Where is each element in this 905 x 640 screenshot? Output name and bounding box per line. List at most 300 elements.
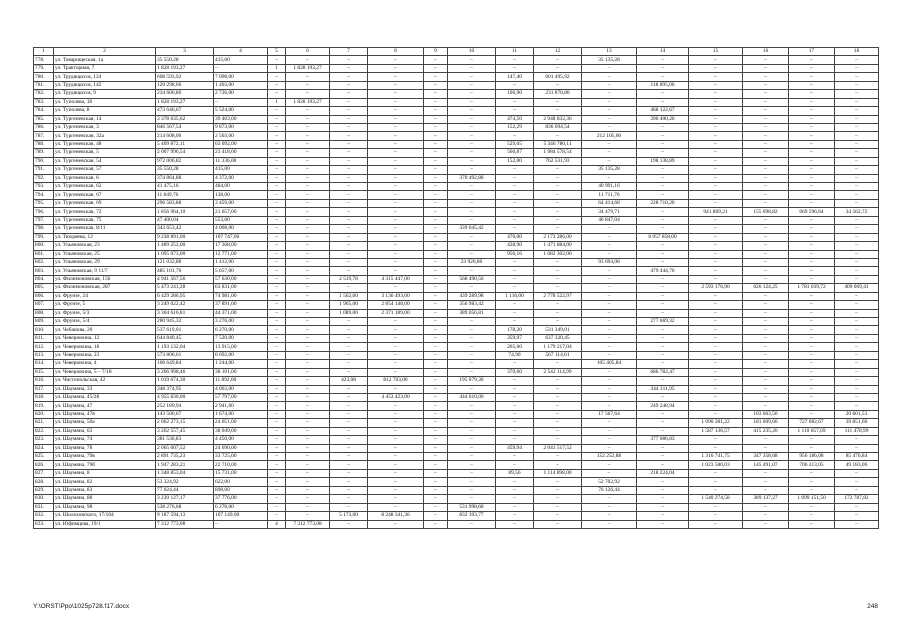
table-cell: – xyxy=(743,157,789,165)
table-cell: ул. Тургеневская, 72 xyxy=(54,208,156,216)
table-cell: – xyxy=(496,183,534,191)
table-cell: – xyxy=(582,351,637,359)
table-cell: – xyxy=(689,56,743,64)
table-cell: – xyxy=(743,56,789,64)
table-cell: – xyxy=(448,98,496,106)
table-cell: – xyxy=(268,292,286,300)
table-cell: 644 840,45 xyxy=(156,334,214,342)
table-cell: – xyxy=(268,461,286,469)
table-cell: – xyxy=(448,242,496,250)
table-cell: 2 062 273,15 xyxy=(156,419,214,427)
table-cell: 4 450,00 xyxy=(214,436,268,444)
table-cell: 9 873,00 xyxy=(214,123,268,131)
table-cell: – xyxy=(789,242,835,250)
table-cell: 819. xyxy=(34,402,54,410)
table-cell: – xyxy=(268,368,286,376)
table-cell: – xyxy=(743,503,789,511)
table-cell: – xyxy=(448,478,496,486)
table-cell: – xyxy=(330,343,368,351)
table-cell: – xyxy=(835,351,879,359)
table-cell: – xyxy=(689,292,743,300)
table-cell: – xyxy=(368,453,424,461)
table-cell: – xyxy=(424,157,448,165)
table-row xyxy=(34,453,879,461)
table-cell: – xyxy=(835,520,879,528)
table-cell: – xyxy=(534,56,582,64)
table-cell: – xyxy=(448,208,496,216)
table-cell: 2 041 517,52 xyxy=(534,444,582,452)
table-cell: – xyxy=(268,174,286,182)
table-cell: – xyxy=(789,275,835,283)
table-cell: – xyxy=(286,377,330,385)
table-cell: – xyxy=(743,166,789,174)
table-cell: – xyxy=(330,250,368,258)
table-cell: – xyxy=(689,402,743,410)
table-cell: – xyxy=(835,377,879,385)
table-cell: – xyxy=(743,199,789,207)
table-cell: – xyxy=(534,132,582,140)
table-cell: – xyxy=(534,360,582,368)
table-cell: – xyxy=(789,267,835,275)
table-cell: – xyxy=(330,216,368,224)
table-cell: – xyxy=(689,157,743,165)
table-cell: – xyxy=(582,73,637,81)
table-cell: – xyxy=(637,216,689,224)
table-cell: 798. xyxy=(34,225,54,233)
table-row xyxy=(34,377,879,385)
table-cell: 795. xyxy=(34,199,54,207)
table-cell: – xyxy=(637,461,689,469)
table-cell: 47 400,04 xyxy=(156,216,214,224)
table-cell: – xyxy=(368,140,424,148)
table-cell: 428,90 xyxy=(496,242,534,250)
table-cell: – xyxy=(330,393,368,401)
table-cell: 359,97 xyxy=(496,334,534,342)
table-cell: 727 082,67 xyxy=(789,419,835,427)
table-cell: – xyxy=(743,377,789,385)
table-cell: – xyxy=(689,486,743,494)
table-cell: – xyxy=(424,461,448,469)
column-header: 2 xyxy=(54,48,156,56)
table-cell: – xyxy=(534,478,582,486)
table-cell: – xyxy=(743,98,789,106)
table-cell: – xyxy=(424,520,448,528)
table-row xyxy=(34,351,879,359)
table-cell: – xyxy=(637,520,689,528)
table-cell: – xyxy=(496,360,534,368)
table-cell: – xyxy=(268,149,286,157)
table-cell: 832. xyxy=(34,512,54,520)
table-cell: 2 891 735,23 xyxy=(156,453,214,461)
table-cell: – xyxy=(448,81,496,89)
table-cell: ул. Шаумяна, 79б xyxy=(54,461,156,469)
table-cell: – xyxy=(286,461,330,469)
table-cell: – xyxy=(582,326,637,334)
table-cell: 791. xyxy=(34,166,54,174)
table-cell: – xyxy=(835,166,879,174)
table-cell: – xyxy=(582,242,637,250)
table-cell: ул. Филимоновская, 156 xyxy=(54,275,156,283)
table-cell: – xyxy=(637,334,689,342)
table-cell: 1 947 283,21 xyxy=(156,461,214,469)
table-cell: – xyxy=(448,56,496,64)
table-cell: 669 596,64 xyxy=(789,208,835,216)
table-cell: – xyxy=(835,250,879,258)
table-cell: – xyxy=(448,284,496,292)
table-cell: 567 114,61 xyxy=(534,351,582,359)
table-cell: – xyxy=(689,107,743,115)
table-cell: 531 998,68 xyxy=(448,503,496,511)
table-cell: ул. Шаумяна, 79в xyxy=(54,453,156,461)
table-cell: 560,87 xyxy=(496,149,534,157)
table-cell: – xyxy=(835,334,879,342)
table-cell: – xyxy=(835,174,879,182)
table-cell: – xyxy=(330,368,368,376)
table-cell: 178,20 xyxy=(496,326,534,334)
table-cell: – xyxy=(743,73,789,81)
table-cell: – xyxy=(835,436,879,444)
table-cell: – xyxy=(789,503,835,511)
table-cell: – xyxy=(286,419,330,427)
table-cell: 415,00 xyxy=(214,56,268,64)
table-row xyxy=(34,242,879,250)
table-cell: 816. xyxy=(34,377,54,385)
table-cell: – xyxy=(743,444,789,452)
table-cell: – xyxy=(637,512,689,520)
table-cell: – xyxy=(286,123,330,131)
table-cell: 172 787,82 xyxy=(835,495,879,503)
table-cell: – xyxy=(637,301,689,309)
table-cell: – xyxy=(689,326,743,334)
table-cell: – xyxy=(286,258,330,266)
table-cell: – xyxy=(368,208,424,216)
table-cell: 792. xyxy=(34,174,54,182)
table-cell: – xyxy=(582,343,637,351)
table-cell: – xyxy=(534,267,582,275)
table-cell: – xyxy=(582,140,637,148)
table-cell: – xyxy=(789,216,835,224)
table-cell: 6 957 858,00 xyxy=(637,233,689,241)
table-cell: – xyxy=(268,478,286,486)
table-cell: – xyxy=(424,419,448,427)
table-cell: – xyxy=(835,368,879,376)
table-cell: – xyxy=(286,351,330,359)
table-row xyxy=(34,90,879,98)
table-row xyxy=(34,166,879,174)
table-cell: – xyxy=(330,242,368,250)
table-cell: – xyxy=(268,166,286,174)
table-cell: – xyxy=(637,503,689,511)
table-cell: ул. Чебанова, 20 xyxy=(54,326,156,334)
table-cell: 2 941,00 xyxy=(214,402,268,410)
table-cell: ул. Ульяновская, 23 xyxy=(54,242,156,250)
table-cell: 195 079,30 xyxy=(448,377,496,385)
table-cell: – xyxy=(268,334,286,342)
table-cell: 2 173 286,00 xyxy=(534,233,582,241)
table-cell: – xyxy=(330,183,368,191)
table-cell: – xyxy=(286,368,330,376)
table-cell: – xyxy=(286,512,330,520)
table-cell: – xyxy=(534,199,582,207)
table-cell: – xyxy=(330,258,368,266)
table-cell: – xyxy=(496,56,534,64)
table-cell: – xyxy=(835,267,879,275)
table-cell: – xyxy=(789,56,835,64)
table-cell: – xyxy=(268,385,286,393)
table-cell: – xyxy=(789,326,835,334)
table-cell: – xyxy=(789,360,835,368)
table-cell: 74,90 xyxy=(496,351,534,359)
table-cell: – xyxy=(689,318,743,326)
table-cell: 218 224,04 xyxy=(637,469,689,477)
table-cell: – xyxy=(689,98,743,106)
table-cell: 234 606,80 xyxy=(156,90,214,98)
table-cell: – xyxy=(689,368,743,376)
table-cell: – xyxy=(689,351,743,359)
table-cell: – xyxy=(637,191,689,199)
table-cell: – xyxy=(214,64,268,72)
table-cell: 1 090 281,22 xyxy=(689,419,743,427)
table-cell: – xyxy=(582,115,637,123)
table-cell: – xyxy=(689,503,743,511)
table-cell: 805. xyxy=(34,284,54,292)
table-cell: 1 781 039,72 xyxy=(789,284,835,292)
table-row xyxy=(34,225,879,233)
table-cell: – xyxy=(268,250,286,258)
table-cell: – xyxy=(496,309,534,317)
table-cell: 2 065 607,52 xyxy=(156,444,214,452)
table-cell: – xyxy=(368,157,424,165)
table-cell: – xyxy=(637,183,689,191)
table-cell: 6 278,00 xyxy=(214,503,268,511)
table-cell: – xyxy=(743,191,789,199)
table-cell: – xyxy=(689,343,743,351)
table-cell: 1 xyxy=(268,64,286,72)
table-cell: – xyxy=(743,520,789,528)
table-row xyxy=(34,461,879,469)
table-cell: – xyxy=(689,301,743,309)
table-cell: ул. Тургеневская, 57 xyxy=(54,166,156,174)
table-cell: – xyxy=(286,183,330,191)
table-cell: ул. Шаумяна, 63 xyxy=(54,427,156,435)
table-cell: – xyxy=(268,242,286,250)
table-cell: – xyxy=(496,107,534,115)
table-cell: ул. Шаумяна, 88 xyxy=(54,495,156,503)
table-cell: – xyxy=(368,318,424,326)
table-cell: – xyxy=(368,258,424,266)
table-cell: – xyxy=(286,453,330,461)
table-cell: – xyxy=(835,242,879,250)
table-cell: – xyxy=(534,183,582,191)
table-cell: ул. Шаумяна, 74 xyxy=(54,436,156,444)
table-cell: 76 126,44 xyxy=(582,486,637,494)
table-cell: – xyxy=(689,410,743,418)
table-cell: ул. Фрунзе, 5/4 xyxy=(54,318,156,326)
table-cell: 784. xyxy=(34,107,54,115)
table-cell: – xyxy=(534,419,582,427)
table-cell: – xyxy=(689,242,743,250)
table-cell: – xyxy=(424,360,448,368)
table-row xyxy=(34,267,879,275)
table-cell: 252 189,94 xyxy=(156,402,214,410)
table-cell: – xyxy=(448,343,496,351)
table-cell: – xyxy=(835,183,879,191)
table-cell: – xyxy=(268,419,286,427)
table-cell: – xyxy=(689,275,743,283)
table-cell: 799. xyxy=(34,233,54,241)
table-cell: ул. Тракторная, 7 xyxy=(54,64,156,72)
table-cell: – xyxy=(286,233,330,241)
table-cell: – xyxy=(286,140,330,148)
table-cell: 3 136 493,00 xyxy=(368,292,424,300)
table-cell: – xyxy=(835,149,879,157)
table-cell: – xyxy=(286,410,330,418)
table-cell: ул. Тургеневская, 75 xyxy=(54,216,156,224)
column-header: 7 xyxy=(330,48,368,56)
table-cell: 2 854 148,00 xyxy=(368,301,424,309)
table-cell: 1 587 136,57 xyxy=(689,427,743,435)
table-cell: – xyxy=(582,495,637,503)
table-cell: – xyxy=(534,427,582,435)
table-cell: 2 371 189,00 xyxy=(368,309,424,317)
table-cell: – xyxy=(368,174,424,182)
table-cell: 2 736,00 xyxy=(214,90,268,98)
table-cell: – xyxy=(743,436,789,444)
table-cell: 356 983,42 xyxy=(448,301,496,309)
table-cell: – xyxy=(637,132,689,140)
column-header: 15 xyxy=(689,48,743,56)
table-cell: – xyxy=(743,250,789,258)
table-row xyxy=(34,174,879,182)
table-cell: – xyxy=(368,166,424,174)
table-cell: – xyxy=(424,107,448,115)
table-cell: – xyxy=(424,250,448,258)
table-cell: – xyxy=(424,90,448,98)
table-cell: – xyxy=(268,56,286,64)
table-cell: – xyxy=(424,64,448,72)
table-row xyxy=(34,233,879,241)
table-cell: 808. xyxy=(34,309,54,317)
table-cell: – xyxy=(689,115,743,123)
table-cell: – xyxy=(268,309,286,317)
table-cell: – xyxy=(448,199,496,207)
table-cell: – xyxy=(330,503,368,511)
table-cell: – xyxy=(582,444,637,452)
table-cell: 15 731,00 xyxy=(214,469,268,477)
table-cell: 1 828 193,27 xyxy=(286,98,330,106)
table-cell: 811. xyxy=(34,334,54,342)
table-cell: – xyxy=(268,301,286,309)
table-row xyxy=(34,318,879,326)
table-cell: – xyxy=(637,292,689,300)
table-cell: 806. xyxy=(34,292,54,300)
table-cell: – xyxy=(743,267,789,275)
table-cell: – xyxy=(368,267,424,275)
table-cell: – xyxy=(637,495,689,503)
table-cell: – xyxy=(268,453,286,461)
table-cell: – xyxy=(789,233,835,241)
table-cell: – xyxy=(286,436,330,444)
table-cell: – xyxy=(835,393,879,401)
table-cell: – xyxy=(368,469,424,477)
table-cell: – xyxy=(424,166,448,174)
table-cell: 3 378 635,62 xyxy=(156,115,214,123)
table-cell: – xyxy=(534,258,582,266)
table-cell: – xyxy=(268,393,286,401)
table-cell: 38 049,00 xyxy=(214,427,268,435)
table-cell: – xyxy=(368,495,424,503)
table-cell: – xyxy=(368,360,424,368)
table-cell: – xyxy=(368,461,424,469)
column-header: 18 xyxy=(835,48,879,56)
table-cell: 1 828 193,27 xyxy=(286,64,330,72)
table-cell: 782. xyxy=(34,90,54,98)
table-cell: – xyxy=(534,385,582,393)
table-cell: 3 239 127,17 xyxy=(156,495,214,503)
table-cell: – xyxy=(286,157,330,165)
table-cell: 825. xyxy=(34,453,54,461)
table-cell: – xyxy=(789,301,835,309)
table-cell: – xyxy=(448,183,496,191)
table-row xyxy=(34,191,879,199)
table-cell: – xyxy=(637,275,689,283)
table-cell: – xyxy=(496,81,534,89)
table-cell: 63 831,00 xyxy=(214,284,268,292)
table-cell: ул. Ульяновская, 29 xyxy=(54,258,156,266)
table-cell: – xyxy=(330,233,368,241)
table-row xyxy=(34,495,879,503)
table-cell: – xyxy=(368,427,424,435)
table-cell: – xyxy=(582,436,637,444)
column-header: 14 xyxy=(637,48,689,56)
table-row xyxy=(34,326,879,334)
table-cell: – xyxy=(689,166,743,174)
table-cell: – xyxy=(368,81,424,89)
table-cell: – xyxy=(448,368,496,376)
table-cell: 344 311,95 xyxy=(637,385,689,393)
table-cell: – xyxy=(496,453,534,461)
table-cell: 64 414,68 xyxy=(582,199,637,207)
table-cell: 152,00 xyxy=(496,157,534,165)
table-cell: – xyxy=(534,318,582,326)
table-row xyxy=(34,98,879,106)
table-cell: 537 619,01 xyxy=(156,326,214,334)
table-cell: ул. Шаумяна, 82 xyxy=(54,478,156,486)
table-cell: – xyxy=(689,174,743,182)
table-row xyxy=(34,343,879,351)
table-cell: 1 965,00 xyxy=(330,301,368,309)
table-cell: – xyxy=(534,377,582,385)
table-cell: ул. Чеверюкина, 23 xyxy=(54,351,156,359)
table-cell: – xyxy=(582,393,637,401)
table-cell: – xyxy=(424,444,448,452)
table-cell: – xyxy=(448,115,496,123)
table-cell: 53 324,92 xyxy=(156,478,214,486)
table-row xyxy=(34,334,879,342)
table-cell: – xyxy=(268,216,286,224)
table-cell: – xyxy=(424,351,448,359)
table-cell: – xyxy=(689,258,743,266)
table-cell: – xyxy=(268,351,286,359)
table-cell: – xyxy=(743,368,789,376)
table-cell: – xyxy=(582,275,637,283)
table-cell: ул. Трудящихся, 124 xyxy=(54,73,156,81)
table-cell: – xyxy=(368,98,424,106)
table-cell: 52 702,92 xyxy=(582,478,637,486)
table-cell: – xyxy=(534,284,582,292)
table-cell: – xyxy=(789,258,835,266)
table-cell: ул. Тургеневская, 32а xyxy=(54,132,156,140)
